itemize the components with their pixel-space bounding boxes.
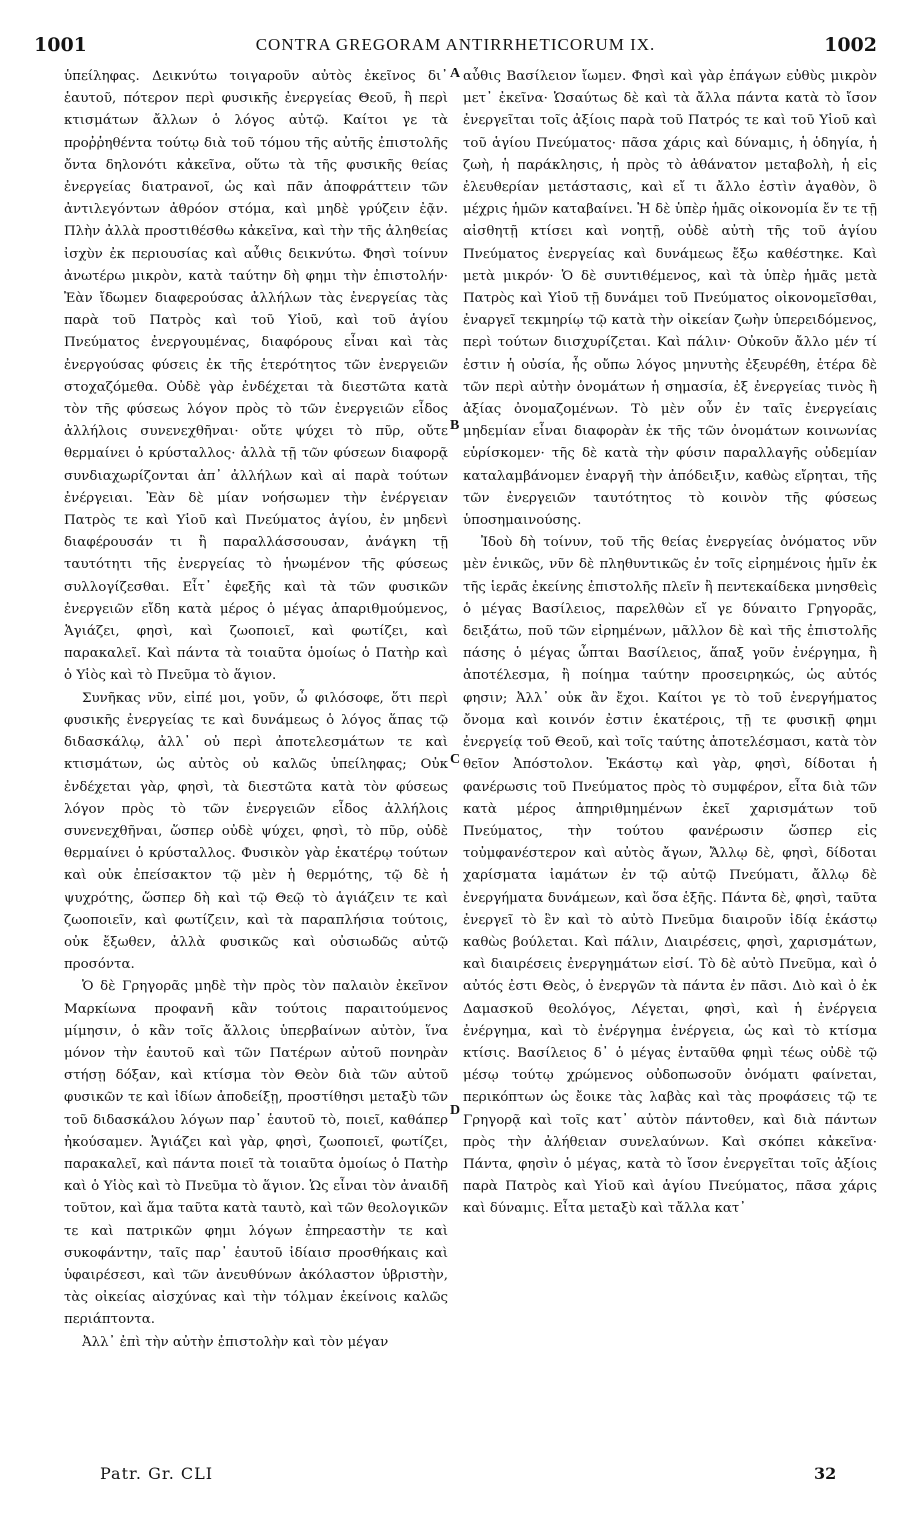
footer-signature: Patr. Gr. CLI (100, 1464, 214, 1483)
sheet-number: 32 (814, 1464, 837, 1483)
page-number-right: 1002 (824, 34, 877, 56)
running-title: CONTRA GREGORAM ANTIRRHETICORUM IX. (255, 35, 656, 54)
page-number-left: 1001 (34, 34, 87, 56)
paragraph: Ἰδοὺ δὴ τοίνυν, τοῦ τῆς θείας ἐνεργείας ὀνόματος νῦν μὲν ἑνικῶς, νῦν δὲ πληθυντικῶς ἐν τοῖς εἰρημένοις ἡμῖν ἐκ τῆς ἱερᾶς ἐκείνης ἐπιστολῆς πλεῖν ἢ πεντεκαίδεκα μνησθεὶς ὁ μέγας Βασίλειος, παρελθὼν εἴ γε δύναιτο Γρηγορᾶς, δειξάτω, ποῦ τῶν εἰρημένων, μᾶλλον δὲ καὶ τῆς ἐπιστολῆς πάσης ὁ μέγας ὦπται Βασίλειος, ἅπαξ γοῦν ἐνέργημα, ἢ ἀποτέλεσμα, ἢ ποίημα ταύτην προσειρηκώς, ὡς αὐτός φησιν; Ἀλλ᾽ οὐκ ἂν ἔχοι. Καίτοι γε τὸ τοῦ ἐνεργήματος ὄνομα καὶ κοινόν ἐστιν ἑκατέροις, τῇ τε φυσικῇ φημι ἐνεργείᾳ τοῦ Θεοῦ, καὶ τοῖς ταύτης ἀποτελέσμασι, κατὰ τὸν θεῖον Ἀπόστολον. Ἑκάστῳ καὶ γὰρ, φησὶ, δίδοται ἡ φανέρωσις τοῦ Πνεύματος πρὸς τὸ συμφέρον, εἶτα διὰ τῶν κατὰ μέρος ἀπηριθμημένων ἐκεῖ χαρισμάτων τοῦ Πνεύματος, τὴν τούτου φανέρωσιν ὥσπερ εἰς τοὐμφανέστερον καὶ αὐτὸς ἄγων, Ἄλλῳ δὲ, φησὶ, δίδοται χαρίσματα ἰαμάτων ἐν τῷ αὐτῷ Πνεύματι, ἄλλῳ δὲ ἐνεργήματα δυνάμεων, καὶ ὅσα ἑξῆς. Πάντα δὲ, φησὶ, ταῦτα ἐνεργεῖ τὸ ἓν καὶ τὸ αὐτὸ Πνεῦμα διαιροῦν ἰδίᾳ ἑκάστῳ καθὼς βούλεται. Καὶ πάλιν, Διαιρέσεις, φησὶ, χαρισμάτων, καὶ διαιρέσεις ἐνεργημάτων εἰσί. Τὸ δὲ αὐτὸ Πνεῦμα, καὶ ὁ αὐτός ἐστι Θεὸς, ὁ ἐνεργῶν τὰ πάντα ἐν πᾶσι. Διὸ καὶ ὁ ἐκ Δαμασκοῦ θεολόγος, Λέγεται, φησὶ, καὶ ἡ ἐνέργεια ἐνέργημα, καὶ τὸ ἐνέργημα ἐνέργεια, ὡς καὶ τὸ κτίσμα κτίσις. Βασίλειος δ᾽ ὁ μέγας ἐνταῦθα φημὶ τέως οὐδὲ τῷ μέσῳ τούτῳ χρώμενος οὐδοπωσοῦν ὀνόματι φαίνεται, περικόπτων ὡς ἔοικε τὰς λαβὰς καὶ τὰς προφάσεις τῷ τε Γρηγορᾷ καὶ τοῖς κατ᾽ αὐτὸν πάντοθεν, καὶ διὰ πάντων πρὸς τὴν ἀλήθειαν συνελαύνων. Καὶ σκόπει κἀκεῖνα· Πάντα, φησὶν ὁ μέγας, κατὰ τὸ ἴσον ἐνεργεῖται τοῖς ἀξίοις παρὰ Πατρὸς καὶ Υἱοῦ καὶ ἁγίου Πνεύματος, πᾶσα χάρις καὶ δύναμις. Εἶτα μεταξὺ καὶ τἄλλα κατ᾽ (463, 535, 877, 1217)
paragraph: Ἀλλ᾽ ἐπὶ τὴν αὐτὴν ἐπιστολὴν καὶ τὸν μέγαν (82, 1334, 389, 1350)
section-marker-a: A (450, 66, 461, 81)
section-marker-b: B (450, 418, 460, 433)
paragraph: ὑπείληφας. Δεικνύτω τοιγαροῦν αὐτὸς ἐκεῖνος δι᾽ ἑαυτοῦ, πότερον περὶ φυσικῆς ἐνεργείας Θεοῦ, ἢ περὶ κτισμάτων ἄλλων ὁ λόγος αὐτῷ. Καίτοι γε τὰ προῤῥηθέντα τούτῳ διὰ τοῦ τόμου τῆς αὐτῆς ἐπιστολῆς ὄντα δηλονότι κἀκεῖνα, οὕτω τὰ τῆς φυσικῆς θείας ἐνεργείας διατρανοῖ, ὡς καὶ πᾶν ἀποφράττειν τῶν ἀντιλεγόντων ἀθρόον στόμα, καὶ μηδὲ γρύζειν ἐᾷν. Πλὴν ἀλλὰ προστιθέσθω κἀκεῖνα, καὶ τὴν τῆς ἀληθείας ἰσχὺν ἐκ περιουσίας καὶ αὖθις δεικνύτω. Φησὶ τοίνυν ἀνωτέρω μικρὸν, κατὰ ταύτην δὴ φημι τὴν ἐπιστολήν· Ἐὰν ἴδωμεν διαφερούσας ἀλλήλων τὰς ἐνεργείας τὰς παρὰ τοῦ Πατρὸς καὶ τοῦ Υἱοῦ, καὶ τοῦ ἁγίου Πνεύματος ἐνεργουμένας, διαφόρους εἶναι καὶ τὰς ἐνεργούσας φύσεις ἐκ τῆς ἑτερότητος τῶν ἐνεργειῶν στοχαζόμεθα. Οὐδὲ γὰρ ἐνδέχεται τὰ διεστῶτα κατὰ τὸν τῆς φύσεως λόγον πρὸς τὸ τῶν ἐνεργειῶν εἶδος ἀλλήλοις συνενεχθῆναι· οὔτε ψύχει τὸ πῦρ, οὔτε θερμαίνει ὁ κρύσταλλος· ἀλλὰ τῇ τῶν φύσεων διαφορᾷ συνδιαχωρίζονται ἀπ᾽ ἀλλήλων καὶ αἱ παρὰ τούτων ἐνέργειαι. Ἐὰν δὲ μίαν νοήσωμεν τὴν ἐνέργειαν Πατρὸς τε καὶ Υἱοῦ καὶ Πνεύματος ἁγίου, ἐν μηδενὶ διαφέρουσάν τι ἢ παραλλάσσουσαν, ἀνάγκη τῇ ταυτότητι τῆς ἐνεργείας τὸ ἡνωμένον τῆς φύσεως συλλογίζεσθαι. Εἶτ᾽ ἐφεξῆς καὶ τὰ τῶν φυσικῶν ἐνεργειῶν εἴδη κατὰ μέρος ὁ μέγας ἀπαριθμούμενος, Ἁγιάζει, φησὶ, καὶ ζωοποιεῖ, καὶ φωτίζει, καὶ παρακαλεῖ. Καὶ πάντα τὰ τοιαῦτα ὁμοίως ὁ Πατὴρ καὶ ὁ Υἱὸς καὶ τὸ Πνεῦμα τὸ ἅγιον. (64, 69, 448, 684)
section-marker-c: C (450, 752, 461, 767)
text-column-right (463, 66, 877, 1466)
section-marker-d: D (450, 1103, 461, 1118)
text-column-left (64, 66, 448, 1466)
paragraph: Ὁ δὲ Γρηγορᾶς μηδὲ τὴν πρὸς τὸν παλαιὸν ἐκεῖνον Μαρκίωνα προφανῆ κἂν τούτοις παραιτούμενος μίμησιν, ὁ κἂν τοῖς ἄλλοις ὑπερβαίνων αὐτὸν, ἵνα μόνον τὴν ἑαυτοῦ καὶ τῶν Πατέρων αὐτοῦ πονηρὰν στήσῃ δόξαν, καὶ κτίσμα τὸν Θεὸν διὰ τῶν αὐτοῦ φυσικῶν τε καὶ ἰδίων ἀποδείξῃ, προστίθησι μεταξὺ τῶν τοῦ διδασκάλου λόγων παρ᾽ ἑαυτοῦ τὸ, ποιεῖ, καθάπερ ἠκούσαμεν. Ἁγιάζει καὶ γὰρ, φησὶ, ζωοποιεῖ, φωτίζει, παρακαλεῖ, καὶ πάντα ποιεῖ τὰ τοιαῦτα ὁμοίως ὁ Πατὴρ καὶ ὁ Υἱὸς καὶ τὸ Πνεῦμα τὸ ἅγιον. Ὡς εἶναι τὸν ἀναιδῆ τοῦτον, καὶ ἅμα ταῦτα κατὰ ταυτὸ, καὶ τῶν θεολογικῶν τε καὶ πατρικῶν φημι λόγων ἐπηρεαστὴν τε καὶ συκοφάντην, ταῖς παρ᾽ ἑαυτοῦ ἰδίαισ προσθήκαις καὶ ὑφαιρέσεσι, καὶ τῶν ἀνευθύνων ἀκόλαστον ὑβριστὴν, τὰς οἰκείας αἰσχύνας καὶ τὴν τόλμαν ἐκείνοις καλῶς περιάπτοντα. (64, 979, 448, 1328)
paragraph: Συνῆκας νῦν, εἰπέ μοι, γοῦν, ὦ φιλόσοφε, ὅτι περὶ φυσικῆς ἐνεργείας τε καὶ δυνάμεως ὁ λόγος ἅπας τῷ διδασκάλῳ, ἀλλ᾽ οὐ περὶ ἀποτελεσμάτων τε καὶ κτισμάτων, ὡς αὐτὸς οὐ καλῶς ὑπείληφας; Οὐκ ἐνδέχεται γὰρ, φησὶ, τὰ διεστῶτα κατὰ τὸν φύσεως λόγον πρὸς τὸ τῶν ἐνεργειῶν εἶδος ἀλλήλοις συνενεχθῆναι, ὥσπερ οὐδὲ ψύχει, φησὶ, τὸ πῦρ, οὐδὲ θερμαίνει ὁ κρύσταλλος. Φυσικὸν γὰρ ἑκατέρῳ τούτων καὶ οὐκ ἐπείσακτον τῷ μὲν ἡ θερμότης, τῷ δὲ ἡ ψυχρότης, ὥσπερ δὴ καὶ τῷ Θεῷ τὸ ἁγιάζειν τε καὶ ζωοποιεῖν, καὶ φωτίζειν, καὶ τὰ παραπλήσια τούτοις, οὐκ ἔξωθεν, ἀλλὰ φυσικῶς καὶ οὐσιωδῶς αὐτῷ προσόντα. (64, 690, 448, 973)
paragraph: αὖθις Βασίλειον ἴωμεν. Φησὶ καὶ γὰρ ἐπάγων εὐθὺς μικρὸν μετ᾽ ἐκεῖνα· Ὡσαύτως δὲ καὶ τὰ ἄλλα πάντα κατὰ τὸ ἴσον ἐνεργεῖται τοῖς ἀξίοις παρὰ τοῦ Πατρός τε καὶ τοῦ Υἱοῦ καὶ τοῦ ἁγίου Πνεύματος· πᾶσα χάρις καὶ δύναμις, ἡ ὁδηγία, ἡ ζωὴ, ἡ παράκλησις, ἡ πρὸς τὸ ἀθάνατον μεταβολὴ, ἡ εἰς ἐλευθερίαν μετάστασις, καὶ εἴ τι ἄλλο ἐστὶν ἀγαθὸν, ὃ μέχρις ἡμῶν καταβαίνει. Ἡ δὲ ὑπὲρ ἡμᾶς οἰκονομία ἔν τε τῇ αἰσθητῇ κτίσει καὶ νοητῇ, οὐδὲ αὐτὴ τῆς τοῦ ἁγίου Πνεύματος ἐνεργείας καὶ δυνάμεως ἔξω καθέστηκε. Καὶ μετὰ μικρόν· Ὁ δὲ συντιθέμενος, καὶ τὰ ὑπὲρ ἡμᾶς μετὰ Πατρὸς καὶ Υἱοῦ τῇ δυνάμει τοῦ Πνεύματος οἰκονομεῖσθαι, ἐναργεῖ τεκμηρίῳ τῷ κατὰ τὴν οἰκείαν ζωὴν ὑπερειδόμενος, περὶ τούτων διισχυρίζεται. Καὶ πάλιν· Οὐκοῦν ἄλλο μέν τί ἐστιν ἡ οὐσία, ἧς οὔπω λόγος μηνυτὴς ἐξευρέθη, ἑτέρα δὲ τῶν περὶ αὐτὴν ὀνομάτων ἡ σημασία, ἐξ ἐνεργείας τινὸς ἢ ἀξίας ὀνομαζομένων. Τὸ μὲν οὖν ἐν ταῖς ἐνεργείαις μηδεμίαν εἶναι διαφορὰν ἐκ τῆς τῶν ὀνομάτων κοινωνίας εὑρίσκομεν· τῆς δὲ κατὰ τὴν φύσιν παραλλαγῆς οὐδεμίαν καταλαμβάνομεν ἐναργῆ τὴν ἀπόδειξιν, καθὼς εἴρηται, τῆς τῶν ἐνεργειῶν ταυτότητος τὸ κοινὸν τῆς φύσεως ὑποσημαινούσης. (463, 69, 877, 529)
page-footer (64, 1464, 877, 1488)
running-header (34, 34, 877, 60)
